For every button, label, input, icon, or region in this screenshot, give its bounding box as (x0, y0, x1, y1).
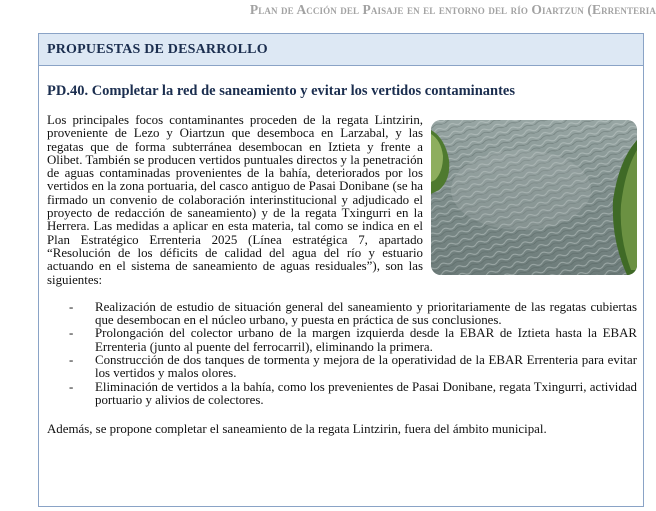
list-item: - Prolongación del colector urbano de la margen izquierda desde la EBAR de Iztieta hasta la EBAR Errenteria (junto al puente del ferrocarril), eliminando la primera. (69, 326, 637, 354)
intro-paragraph: Los principales focos contaminantes proceden de la regata Lintzirin, proveniente de Lezo y Oiartzun que desemboca en Larzabal, y las regatas que de forma subterránea desembocan en Iztieta y frente a Olibet. También se producen vertidos puntuales directos y la penetración de aguas contaminadas provenientes de la bahía, deteriorados por los vertidos en la zona portuaria, del casco antiguo de Pasai Donibane (se ha firmado un convenio de colaboración interinstitucional y adjudicado el proyecto de redacción de saneamiento) y de la regata Txingurri en la Herrera. Las medidas a aplicar en esta materia, tal como se indica en el Plan Estratégico Errenteria 2025 (Línea estratégica 7, apartado “Resolución de los déficits de calidad del agua del río y estuario actuando en el sistema de saneamiento de aguas residuales”), son las siguientes: (47, 113, 423, 287)
bullet-dash: - (69, 326, 74, 341)
proposal-box (38, 33, 644, 507)
measures-list (47, 301, 637, 407)
proposal-title: PD.40. Completar la red de saneamiento y evitar los vertidos contaminantes (47, 83, 515, 99)
bullet-dash: - (69, 353, 74, 368)
bullet-dash: - (69, 299, 74, 314)
list-item: - Construcción de dos tanques de tormenta y mejora de la operatividad de la EBAR Errenteria para evitar los vertidos y malos olores. (69, 353, 637, 381)
list-item: - Eliminación de vertidos a la bahía, como los prevenientes de Pasai Donibane, regata Txingurri, actividad portuario y alivios de colectores. (69, 379, 637, 407)
running-header: Plan de Acción del Paisaje en el entorno del río Oiartzun (Errenteria (249, 2, 656, 17)
body-text (47, 114, 637, 437)
box-header: PROPUESTAS DE DESARROLLO (39, 34, 643, 66)
closing-paragraph: Además, se propone completar el saneamiento de la regata Lintzirin, fuera del ámbito municipal. (47, 422, 547, 437)
list-item: - Realización de estudio de situación general del saneamiento y prioritariamente de las regatas cubiertas que desembocan en el núcleo urbano, y puesta en práctica de sus conclusiones. (69, 299, 637, 328)
bullet-dash: - (69, 379, 74, 394)
